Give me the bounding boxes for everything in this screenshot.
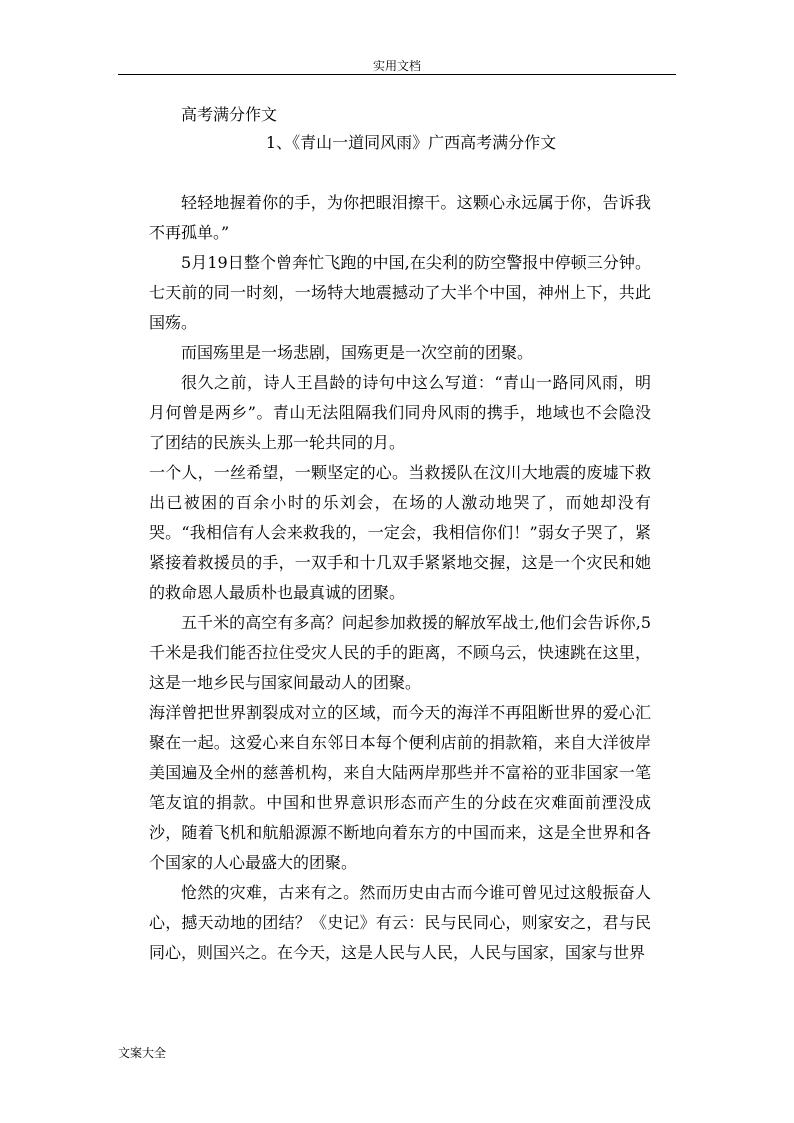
- paragraph: 轻轻地握着你的手，为你把眼泪擦干。这颗心永远属于你，告诉我不再孤单。”: [149, 193, 651, 242]
- paragraph: 很久之前，诗人王昌龄的诗句中这么写道：“青山一路同风雨，明月何曾是两乡”。青山无法阻隔我们同舟风雨的携手，地域也不会隐没了团结的民族头上那一轮共同的月。: [149, 373, 651, 452]
- paragraph: 怆然的灾难，古来有之。然而历史由古而今谁可曾见过这般振奋人心，撼天动地的团结？《史记》有云：民与民同心，则家安之，君与民同心，则国兴之。在今天，这是人民与人民，人民与国家，国家与世界: [149, 883, 651, 962]
- paragraph: 一个人，一丝希望，一颗坚定的心。当救援队在汶川大地震的废墟下救出已被困的百余小时的乐刘会，在场的人激动地哭了，而她却没有哭。“我相信有人会来救我的，一定会，我相信你们！”弱女子哭了，紧紧接着救援员的手，一双手和十几双手紧紧地交握，这是一个灾民和她的救命恩人最质朴也最真诚的团聚。: [149, 463, 651, 602]
- paragraph: 五千米的高空有多高？问起参加救援的解放军战士,他们会告诉你,5千米是我们能否拉住受灾人民的手的距离，不顾乌云，快速跳在这里，这是一地乡民与国家间最动人的团聚。: [149, 613, 651, 692]
- paragraph: 海洋曾把世界割裂成对立的区域，而今天的海洋不再阻断世界的爱心汇聚在一起。这爱心来自东邻日本每个便利店前的捐款箱，来自大洋彼岸美国遍及全州的慈善机构，来自大陆两岸那些并不富裕的亚非国家一笔笔友谊的捐款。中国和世界意识形态而产生的分歧在灾难面前湮没成沙，随着飞机和航船源源不断地向着东方的中国而来，这是全世界和各个国家的人心最盛大的团聚。: [149, 703, 651, 872]
- page-footer: 文案大全: [118, 1046, 167, 1060]
- page-header: 实用文档: [372, 59, 421, 73]
- header-rule: [118, 74, 676, 75]
- paragraph: 而国殇里是一场悲剧，国殇更是一次空前的团聚。: [181, 343, 534, 362]
- doc-title: 1、《青山一道同风雨》广西高考满分作文: [265, 133, 557, 152]
- paragraph: 5月19日整个曾奔忙飞跑的中国,在尖利的防空警报中停顿三分钟。七天前的同一时刻，一场特大地震撼动了大半个中国，神州上下，共此国殇。: [149, 253, 651, 332]
- doc-label: 高考满分作文: [181, 105, 278, 124]
- doc-body: [149, 188, 651, 968]
